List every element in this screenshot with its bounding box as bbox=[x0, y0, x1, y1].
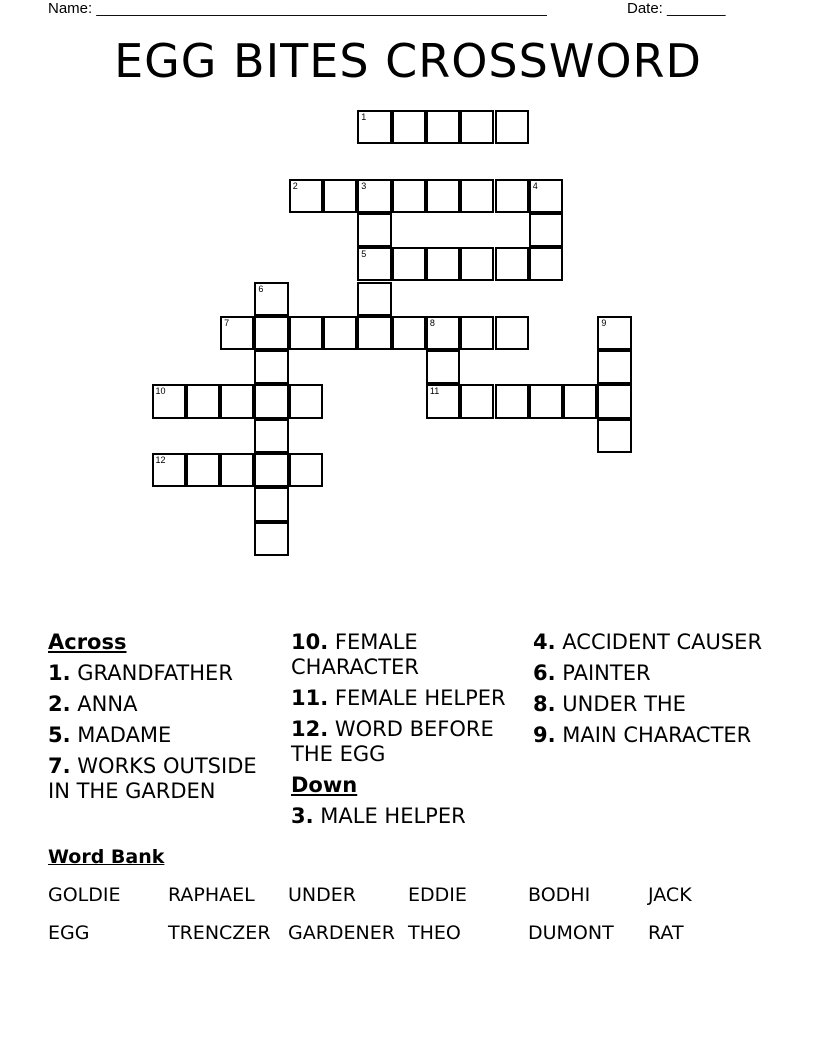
clue-number: 4 bbox=[532, 180, 538, 191]
grid-cell[interactable] bbox=[460, 110, 494, 144]
clue-item bbox=[48, 692, 283, 717]
grid-cell[interactable] bbox=[357, 179, 391, 213]
clue-number: 9 bbox=[601, 317, 607, 328]
grid-cell[interactable] bbox=[323, 179, 357, 213]
grid-cell[interactable] bbox=[357, 282, 391, 316]
grid-cell[interactable] bbox=[392, 179, 426, 213]
clue-number: 5. bbox=[48, 723, 71, 747]
grid-cell[interactable] bbox=[186, 453, 220, 487]
clue-item bbox=[48, 754, 283, 804]
clue-text: WORKS OUTSIDE IN THE GARDEN bbox=[48, 754, 257, 803]
clue-number: 7 bbox=[224, 317, 230, 328]
grid-cell[interactable] bbox=[426, 110, 460, 144]
grid-cell[interactable] bbox=[289, 316, 323, 350]
clue-number: 7. bbox=[48, 754, 71, 778]
grid-cell[interactable] bbox=[254, 487, 288, 521]
word-bank-word: RAPHAEL bbox=[168, 884, 255, 906]
grid-cell[interactable] bbox=[597, 384, 631, 418]
page-title: EGG BITES CROSSWORD bbox=[114, 34, 702, 88]
grid-cell[interactable] bbox=[254, 522, 288, 556]
clue-column-3 bbox=[533, 630, 768, 754]
grid-cell[interactable] bbox=[220, 453, 254, 487]
word-bank-word: EGG bbox=[48, 922, 90, 944]
clue-item bbox=[48, 661, 283, 686]
clue-text: UNDER THE bbox=[562, 692, 686, 716]
grid-cell[interactable] bbox=[426, 350, 460, 384]
clue-number: 10 bbox=[155, 386, 166, 397]
word-bank-row bbox=[48, 922, 808, 960]
clue-number: 4. bbox=[533, 630, 556, 654]
clue-item bbox=[291, 804, 526, 829]
down-heading: Down bbox=[291, 773, 358, 797]
grid-cell[interactable] bbox=[254, 350, 288, 384]
clue-text: GRANDFATHER bbox=[77, 661, 233, 685]
clue-number: 2. bbox=[48, 692, 71, 716]
grid-cell[interactable] bbox=[152, 453, 186, 487]
grid-cell[interactable] bbox=[426, 247, 460, 281]
clue-number: 6 bbox=[258, 283, 264, 294]
grid-cell[interactable] bbox=[597, 419, 631, 453]
grid-cell[interactable] bbox=[426, 179, 460, 213]
word-bank-word: RAT bbox=[648, 922, 684, 944]
grid-cell[interactable] bbox=[460, 179, 494, 213]
clue-number: 9. bbox=[533, 723, 556, 747]
clue-item bbox=[291, 717, 526, 767]
clue-number: 5 bbox=[361, 249, 367, 260]
grid-cell[interactable] bbox=[529, 247, 563, 281]
grid-cell[interactable] bbox=[289, 179, 323, 213]
grid-cell[interactable] bbox=[254, 384, 288, 418]
word-bank bbox=[48, 884, 808, 960]
grid-cell[interactable] bbox=[563, 384, 597, 418]
clue-number: 11. bbox=[291, 686, 329, 710]
grid-cell[interactable] bbox=[392, 110, 426, 144]
grid-cell[interactable] bbox=[495, 179, 529, 213]
grid-cell[interactable] bbox=[495, 247, 529, 281]
clue-item bbox=[291, 686, 526, 711]
clue-text: WORD BEFORE THE EGG bbox=[291, 717, 494, 766]
clue-number: 11 bbox=[429, 386, 440, 397]
clue-item bbox=[291, 630, 526, 680]
grid-cell[interactable] bbox=[426, 316, 460, 350]
grid-cell[interactable] bbox=[152, 384, 186, 418]
word-bank-row bbox=[48, 884, 808, 922]
grid-cell[interactable] bbox=[254, 316, 288, 350]
clue-number: 3. bbox=[291, 804, 314, 828]
grid-cell[interactable] bbox=[495, 110, 529, 144]
grid-cell[interactable] bbox=[254, 282, 288, 316]
grid-cell[interactable] bbox=[460, 384, 494, 418]
grid-cell[interactable] bbox=[392, 316, 426, 350]
grid-cell[interactable] bbox=[529, 213, 563, 247]
clue-text: ACCIDENT CAUSER bbox=[562, 630, 763, 654]
grid-cell[interactable] bbox=[254, 453, 288, 487]
clue-text: FEMALE HELPER bbox=[334, 686, 506, 710]
clue-item bbox=[533, 692, 768, 717]
word-bank-word: TRENCZER bbox=[168, 922, 271, 944]
grid-cell[interactable] bbox=[495, 384, 529, 418]
date-field-label: Date: _______ bbox=[627, 0, 726, 17]
clue-text: PAINTER bbox=[562, 661, 651, 685]
clue-number: 1 bbox=[361, 112, 367, 122]
word-bank-word: JACK bbox=[648, 884, 692, 906]
grid-cell[interactable] bbox=[460, 316, 494, 350]
grid-cell[interactable] bbox=[529, 384, 563, 418]
clue-number: 12. bbox=[291, 717, 329, 741]
grid-cell[interactable] bbox=[426, 384, 460, 418]
grid-cell[interactable] bbox=[460, 247, 494, 281]
clue-item bbox=[48, 723, 283, 748]
clue-number: 6. bbox=[533, 661, 556, 685]
word-bank-word: GOLDIE bbox=[48, 884, 121, 906]
across-heading: Across bbox=[48, 630, 127, 654]
clue-column-1 bbox=[48, 630, 283, 810]
word-bank-word: EDDIE bbox=[408, 884, 467, 906]
grid-cell[interactable] bbox=[357, 247, 391, 281]
name-field-label: Name: ______________________________________________________ bbox=[48, 0, 547, 17]
clue-text: MAIN CHARACTER bbox=[562, 723, 752, 747]
word-bank-word: DUMONT bbox=[528, 922, 614, 944]
word-bank-word: THEO bbox=[408, 922, 461, 944]
word-bank-word: UNDER bbox=[288, 884, 356, 906]
grid-cell[interactable] bbox=[495, 316, 529, 350]
clue-number: 1. bbox=[48, 661, 71, 685]
clue-text: MALE HELPER bbox=[320, 804, 466, 828]
grid-cell[interactable] bbox=[220, 316, 254, 350]
grid-cell[interactable] bbox=[357, 110, 391, 144]
grid-cell[interactable] bbox=[289, 384, 323, 418]
grid-cell[interactable] bbox=[597, 316, 631, 350]
grid-cell[interactable] bbox=[323, 316, 357, 350]
grid-cell[interactable] bbox=[289, 453, 323, 487]
clue-item bbox=[533, 630, 768, 655]
word-bank-word: GARDENER bbox=[288, 922, 395, 944]
clue-item bbox=[533, 723, 768, 748]
grid-cell[interactable] bbox=[529, 179, 563, 213]
grid-cell[interactable] bbox=[357, 213, 391, 247]
clue-number: 8 bbox=[429, 317, 435, 328]
grid-cell[interactable] bbox=[186, 384, 220, 418]
clue-number: 3 bbox=[361, 180, 367, 191]
grid-cell[interactable] bbox=[220, 384, 254, 418]
word-bank-title: Word Bank bbox=[48, 846, 165, 868]
clue-text: MADAME bbox=[77, 723, 172, 747]
word-bank-word: BODHI bbox=[528, 884, 591, 906]
grid-cell[interactable] bbox=[254, 419, 288, 453]
clue-number: 10. bbox=[291, 630, 329, 654]
clue-text: ANNA bbox=[77, 692, 138, 716]
grid-cell[interactable] bbox=[392, 247, 426, 281]
grid-cell[interactable] bbox=[357, 316, 391, 350]
clue-item bbox=[533, 661, 768, 686]
grid-cell[interactable] bbox=[597, 350, 631, 384]
clue-number: 2 bbox=[292, 180, 298, 191]
clue-column-2 bbox=[291, 630, 526, 835]
clue-number: 12 bbox=[155, 455, 166, 465]
clue-text: FEMALE CHARACTER bbox=[291, 630, 419, 679]
clue-number: 8. bbox=[533, 692, 556, 716]
